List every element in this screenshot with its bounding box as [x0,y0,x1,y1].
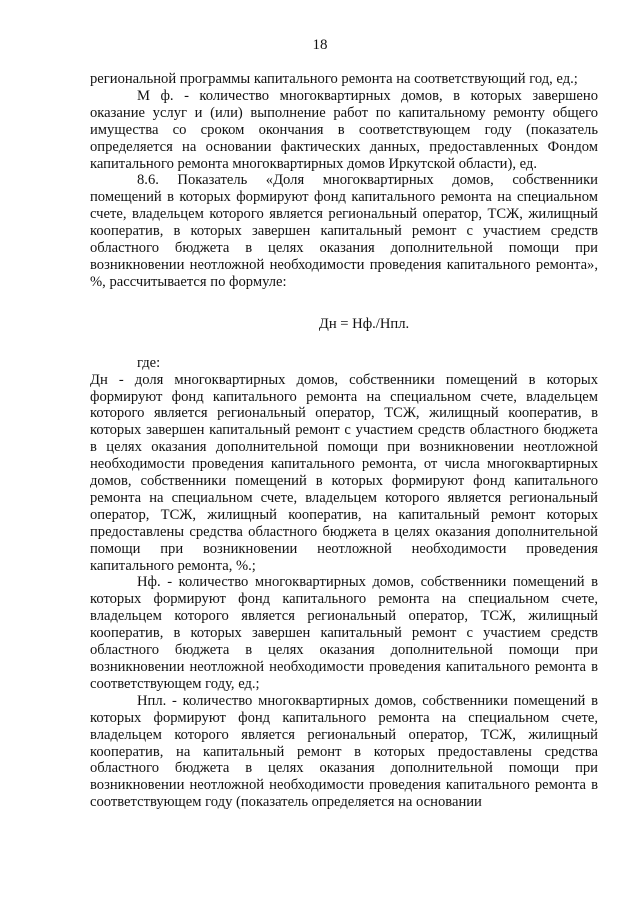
paragraph-m-f-definition: М ф. - количество многоквартирных домов, в которых завершено оказание услуг и (или) выполнение работ по капитальному ремонту общего имущества со сроком окончания в соответствующем году (показатель определяется на основании фактических данных, предоставленных Фондом капитального ремонта многоквартирных домов Иркутской области), ед. [90,87,598,172]
page-number: 18 [312,37,328,53]
paragraph-npl-definition: Нпл. - количество многоквартирных домов, собственники помещений в которых формируют фонд капитального ремонта на специальном счете, владельцем которого является региональный оператор, ТСЖ, жилищный кооператив, на капитальный ремонт в которых предоставлены средства областного бюджета в целях оказания дополнительной помощи при возникновении неотложной необходимости проведения капитального ремонта в соответствующем году (показатель определяется на основании [90,692,598,811]
paragraph-continuation: региональной программы капитального ремонта на соответствующий год, ед.; [90,71,578,87]
paragraph-indicator-8-6: 8.6. Показатель «Доля многоквартирных домов, собственники помещений в которых формируют фонд капитального ремонта на специальном счете, владельцем которого является региональный оператор, ТСЖ, жилищный кооператив, в которых завершен капитальный ремонт с участием средств областного бюджета в целях оказания дополнительной помощи при возникновении неотложной необходимости проведения капитального ремонта», %, рассчитывается по формуле: [90,172,598,290]
paragraph-dn-definition: Дн - доля многоквартирных домов, собственники помещений в которых формируют фонд капитального ремонта на специальном счете, владельцем которого является региональный оператор, ТСЖ, жилищный кооператив, в которых завершен капитальный ремонт с участием средств областного бюджета в целях оказания дополнительной помощи при возникновении неотложной необходимости проведения капитального ремонта, от числа многоквартирных домов, собственники помещений в которых формируют фонд капитального ремонта на специальном счете, владельцем которого является региональный оператор, ТСЖ, жилищный кооператив, на капитальный ремонт которых предоставлены средства областного бюджета в целях оказания дополнительной помощи при возникновении неотложной необходимости проведения капитального ремонта, %.; [90,371,598,574]
formula: Дн = Нф./Нпл. [318,315,410,332]
document-body [90,71,598,811]
paragraph-where: где: [137,354,161,371]
paragraph-nf-definition: Нф. - количество многоквартирных домов, собственники помещений в которых формируют фонд капитального ремонта на специальном счете, владельцем которого является региональный оператор, ТСЖ, жилищный кооператив, в которых завершен капитальный ремонт с участием средств областного бюджета в целях оказания дополнительной помощи при возникновении неотложной необходимости проведения капитального ремонта в соответствующем году, ед.; [90,574,598,692]
